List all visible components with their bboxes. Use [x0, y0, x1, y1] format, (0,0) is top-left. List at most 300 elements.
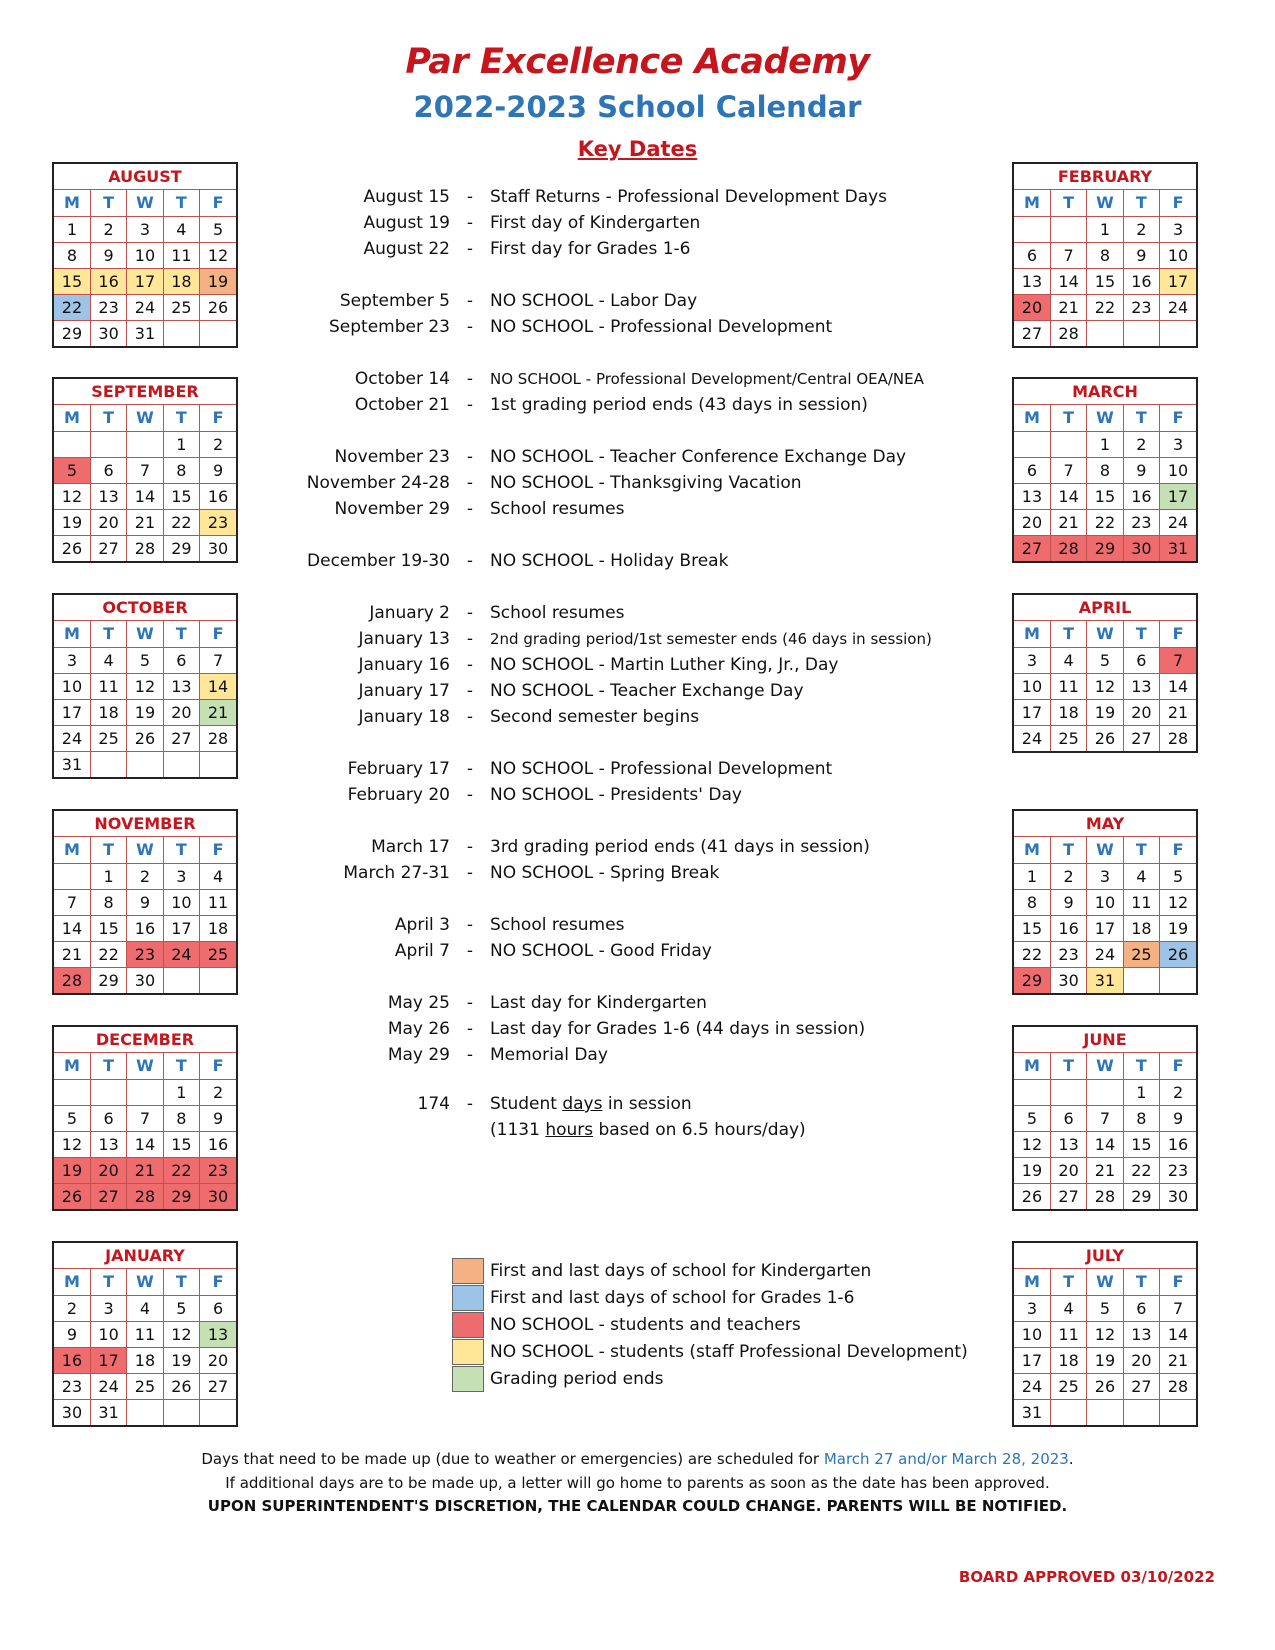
day-cell: 20 [163, 699, 199, 725]
weekday-header: T [163, 405, 199, 431]
empty-cell [200, 967, 236, 993]
week-row [1014, 699, 1196, 725]
day-cell: 31 [127, 320, 163, 346]
key-date-row [250, 470, 970, 496]
day-cell: 15 [163, 1131, 199, 1157]
day-cell: 22 [1123, 1157, 1159, 1183]
day-cell: 25 [1050, 1373, 1086, 1399]
day-cell: 13 [1123, 1321, 1159, 1347]
key-date-event: NO SCHOOL - Presidents' Day [490, 785, 742, 805]
key-date-row [250, 210, 970, 236]
key-date-row [250, 938, 970, 964]
empty-cell [54, 863, 90, 889]
day-cell: 28 [127, 535, 163, 561]
empty-cell [127, 431, 163, 457]
day-cell: 9 [54, 1321, 90, 1347]
key-date-row [250, 860, 970, 886]
key-date-row [250, 314, 970, 340]
legend-label: Grading period ends [490, 1369, 664, 1389]
day-cell: 26 [200, 294, 236, 320]
key-date-row [250, 756, 970, 782]
key-date-row [250, 626, 970, 652]
day-cell: 25 [1123, 941, 1159, 967]
weekday-header: W [1087, 1269, 1123, 1295]
day-cell: 1 [90, 863, 126, 889]
day-cell: 10 [163, 889, 199, 915]
key-date-event: First day for Grades 1-6 [490, 239, 691, 259]
week-row [1014, 1399, 1196, 1425]
day-cell: 29 [1087, 535, 1123, 561]
day-cell: 13 [90, 1131, 126, 1157]
weekday-header: W [127, 837, 163, 863]
key-date-row [250, 652, 970, 678]
day-cell: 17 [1160, 268, 1196, 294]
day-cell: 20 [1123, 1347, 1159, 1373]
empty-cell [54, 431, 90, 457]
week-row [54, 1183, 236, 1209]
month-march [1012, 377, 1198, 563]
key-date-event: NO SCHOOL - Thanksgiving Vacation [490, 473, 802, 493]
key-date-event: NO SCHOOL - Labor Day [490, 291, 698, 311]
weekday-header: M [1014, 1269, 1050, 1295]
key-date-separator: - [466, 655, 474, 675]
day-cell: 20 [200, 1347, 236, 1373]
day-cell: 11 [200, 889, 236, 915]
day-cell: 2 [1123, 216, 1159, 242]
day-cell: 16 [90, 268, 126, 294]
week-row [1014, 294, 1196, 320]
key-date-separator: - [466, 369, 474, 389]
empty-cell [1050, 216, 1086, 242]
day-cell: 26 [1014, 1183, 1050, 1209]
day-cell: 10 [1014, 673, 1050, 699]
day-cell: 30 [200, 535, 236, 561]
day-cell: 11 [1050, 673, 1086, 699]
day-cell: 7 [1160, 1295, 1196, 1321]
week-row [54, 431, 236, 457]
day-cell: 19 [1014, 1157, 1050, 1183]
empty-cell [1050, 1079, 1086, 1105]
weekday-header: M [1014, 837, 1050, 863]
key-dates-heading: Key Dates [577, 137, 698, 161]
day-cell: 14 [1160, 673, 1196, 699]
key-date-row [250, 704, 970, 730]
empty-cell [200, 320, 236, 346]
key-date: May 29 [387, 1045, 450, 1065]
weekday-header: M [1014, 405, 1050, 431]
weekday-header: F [200, 405, 236, 431]
weekday-header: F [1160, 621, 1196, 647]
day-cell: 14 [127, 1131, 163, 1157]
month-name: APRIL [1014, 595, 1196, 621]
key-date-separator: - [466, 187, 474, 207]
day-cell: 7 [54, 889, 90, 915]
day-cell: 28 [1087, 1183, 1123, 1209]
day-cell: 2 [200, 431, 236, 457]
day-cell: 6 [163, 647, 199, 673]
day-cell: 22 [1087, 509, 1123, 535]
day-cell: 27 [90, 1183, 126, 1209]
day-cell: 12 [163, 1321, 199, 1347]
week-row [1014, 1183, 1196, 1209]
key-date-event: NO SCHOOL - Martin Luther King, Jr., Day [490, 655, 839, 675]
key-date-row [250, 1016, 970, 1042]
day-cell: 3 [1160, 216, 1196, 242]
month-name: JANUARY [54, 1243, 236, 1269]
key-date-separator: - [466, 1019, 474, 1039]
key-date-separator: - [466, 395, 474, 415]
week-row [54, 673, 236, 699]
day-cell: 21 [127, 1157, 163, 1183]
week-row [1014, 967, 1196, 993]
day-cell: 24 [54, 725, 90, 751]
day-cell: 5 [163, 1295, 199, 1321]
weekday-header: M [1014, 1053, 1050, 1079]
key-date-event: NO SCHOOL - Holiday Break [490, 551, 729, 571]
weekday-header: M [54, 621, 90, 647]
day-cell: 17 [1014, 699, 1050, 725]
week-row [54, 320, 236, 346]
day-cell: 1 [1087, 216, 1123, 242]
day-cell: 9 [1123, 242, 1159, 268]
week-row [1014, 941, 1196, 967]
week-row [1014, 1105, 1196, 1131]
day-cell: 8 [1087, 242, 1123, 268]
week-row [54, 1131, 236, 1157]
month-may [1012, 809, 1198, 995]
key-date-row [250, 912, 970, 938]
weekday-header: T [163, 190, 199, 216]
key-date-separator: - [466, 213, 474, 233]
week-row [54, 1157, 236, 1183]
day-cell: 19 [200, 268, 236, 294]
day-cell: 10 [127, 242, 163, 268]
key-date-row [250, 678, 970, 704]
week-row [54, 941, 236, 967]
day-cell: 4 [1050, 647, 1086, 673]
day-cell: 21 [1050, 509, 1086, 535]
legend-label: NO SCHOOL - students and teachers [490, 1315, 801, 1335]
weekday-header: W [127, 1269, 163, 1295]
day-cell: 15 [90, 915, 126, 941]
day-cell: 6 [1014, 242, 1050, 268]
day-cell: 6 [1123, 647, 1159, 673]
weekday-header: W [1087, 1053, 1123, 1079]
key-date: May 25 [387, 993, 450, 1013]
day-cell: 15 [54, 268, 90, 294]
weekday-header: T [163, 1053, 199, 1079]
day-cell: 31 [54, 751, 90, 777]
weekday-header: W [1087, 621, 1123, 647]
week-row [54, 509, 236, 535]
month-august [52, 162, 238, 348]
day-cell: 10 [90, 1321, 126, 1347]
week-row [54, 1399, 236, 1425]
week-row [54, 967, 236, 993]
weekday-header: W [127, 621, 163, 647]
week-row [54, 294, 236, 320]
day-cell: 15 [1087, 268, 1123, 294]
key-date: October 21 [354, 395, 450, 415]
key-date-event: NO SCHOOL - Professional Development [490, 317, 833, 337]
day-cell: 10 [1014, 1321, 1050, 1347]
empty-cell [1123, 967, 1159, 993]
weekday-header: W [127, 1053, 163, 1079]
key-date: August 22 [363, 239, 450, 259]
day-cell: 12 [127, 673, 163, 699]
month-september [52, 377, 238, 563]
key-date: January 17 [358, 681, 450, 701]
day-cell: 1 [1123, 1079, 1159, 1105]
legend-item [452, 1366, 1052, 1393]
day-cell: 23 [127, 941, 163, 967]
day-cell: 28 [200, 725, 236, 751]
day-cell: 10 [1160, 457, 1196, 483]
legend-label: NO SCHOOL - students (staff Professional Development) [490, 1342, 968, 1362]
key-date: March 27-31 [343, 863, 450, 883]
day-cell: 21 [54, 941, 90, 967]
day-cell: 19 [54, 509, 90, 535]
day-cell: 24 [1160, 294, 1196, 320]
day-cell: 16 [54, 1347, 90, 1373]
weekday-header: F [200, 190, 236, 216]
week-row [1014, 889, 1196, 915]
key-date: January 16 [358, 655, 450, 675]
day-cell: 22 [90, 941, 126, 967]
day-cell: 25 [1050, 725, 1086, 751]
day-cell: 16 [1123, 483, 1159, 509]
day-cell: 23 [200, 1157, 236, 1183]
day-cell: 16 [200, 483, 236, 509]
key-date: August 19 [363, 213, 450, 233]
weekday-header: T [1050, 405, 1086, 431]
weekday-header: F [200, 621, 236, 647]
week-row [1014, 268, 1196, 294]
day-cell: 23 [1160, 1157, 1196, 1183]
weekday-header: F [1160, 190, 1196, 216]
day-cell: 2 [200, 1079, 236, 1105]
week-row [1014, 242, 1196, 268]
day-cell: 22 [163, 1157, 199, 1183]
day-cell: 15 [1123, 1131, 1159, 1157]
key-date: December 19-30 [307, 551, 450, 571]
key-date: March 17 [371, 837, 450, 857]
month-name: MAY [1014, 811, 1196, 837]
week-row [1014, 535, 1196, 561]
key-date-row [250, 184, 970, 210]
empty-cell [127, 1399, 163, 1425]
day-cell: 19 [127, 699, 163, 725]
key-date-row [250, 366, 970, 392]
empty-cell [1087, 320, 1123, 346]
session-days-row [250, 1091, 970, 1117]
empty-cell [1160, 1399, 1196, 1425]
weekday-header: F [200, 837, 236, 863]
day-cell: 23 [54, 1373, 90, 1399]
day-cell: 17 [163, 915, 199, 941]
weekday-header: F [1160, 837, 1196, 863]
day-cell: 23 [1123, 294, 1159, 320]
month-name: JULY [1014, 1243, 1196, 1269]
day-cell: 30 [1160, 1183, 1196, 1209]
day-cell: 20 [1014, 294, 1050, 320]
legend-swatch [452, 1285, 484, 1311]
day-cell: 20 [1014, 509, 1050, 535]
week-row [54, 1079, 236, 1105]
day-cell: 10 [1160, 242, 1196, 268]
month-name: NOVEMBER [54, 811, 236, 837]
day-cell: 29 [90, 967, 126, 993]
day-cell: 16 [200, 1131, 236, 1157]
day-cell: 26 [1087, 725, 1123, 751]
day-cell: 5 [200, 216, 236, 242]
day-cell: 25 [200, 941, 236, 967]
session-days-text: Student days in session [490, 1094, 692, 1114]
day-cell: 12 [1087, 673, 1123, 699]
empty-cell [54, 1079, 90, 1105]
day-cell: 18 [163, 268, 199, 294]
key-date-event: Staff Returns - Professional Development Days [490, 187, 888, 207]
key-date-separator: - [466, 603, 474, 623]
weekday-header: W [127, 405, 163, 431]
month-name: DECEMBER [54, 1027, 236, 1053]
day-cell: 14 [1050, 268, 1086, 294]
day-cell: 11 [163, 242, 199, 268]
day-cell: 5 [1087, 647, 1123, 673]
key-date-separator: - [466, 291, 474, 311]
empty-cell [163, 320, 199, 346]
week-row [1014, 1157, 1196, 1183]
key-date: September 5 [339, 291, 450, 311]
day-cell: 27 [200, 1373, 236, 1399]
key-date: February 17 [347, 759, 450, 779]
day-cell: 24 [163, 941, 199, 967]
key-date-event: Last day for Kindergarten [490, 993, 707, 1013]
key-date-separator: - [466, 317, 474, 337]
day-cell: 5 [54, 457, 90, 483]
month-december [52, 1025, 238, 1211]
day-cell: 6 [1014, 457, 1050, 483]
month-name: MARCH [1014, 379, 1196, 405]
week-row [54, 1347, 236, 1373]
day-cell: 27 [1123, 1373, 1159, 1399]
empty-cell [1087, 1079, 1123, 1105]
week-row [1014, 483, 1196, 509]
day-cell: 20 [90, 1157, 126, 1183]
day-cell: 9 [1160, 1105, 1196, 1131]
day-cell: 19 [1087, 1347, 1123, 1373]
day-cell: 13 [90, 483, 126, 509]
day-cell: 9 [1050, 889, 1086, 915]
key-date-separator: - [466, 785, 474, 805]
empty-cell [200, 751, 236, 777]
legend-swatch [452, 1366, 484, 1392]
day-cell: 29 [1014, 967, 1050, 993]
day-cell: 14 [1087, 1131, 1123, 1157]
color-legend [452, 1258, 1052, 1393]
week-row [54, 915, 236, 941]
school-name: Par Excellence Academy [405, 42, 870, 82]
week-row [54, 647, 236, 673]
legend-item [452, 1339, 1052, 1366]
key-date: August 15 [363, 187, 450, 207]
day-cell: 8 [1123, 1105, 1159, 1131]
day-cell: 2 [1123, 431, 1159, 457]
day-cell: 6 [200, 1295, 236, 1321]
day-cell: 17 [1014, 1347, 1050, 1373]
legend-item [452, 1285, 1052, 1312]
key-date: November 24-28 [306, 473, 450, 493]
day-cell: 4 [1050, 1295, 1086, 1321]
day-cell: 15 [1014, 915, 1050, 941]
week-row [54, 725, 236, 751]
day-cell: 30 [127, 967, 163, 993]
weekday-header: T [1050, 190, 1086, 216]
key-date: April 7 [394, 941, 450, 961]
day-cell: 21 [1160, 1347, 1196, 1373]
day-cell: 7 [200, 647, 236, 673]
legend-label: First and last days of school for Grades 1-6 [490, 1288, 855, 1308]
weekday-header: F [1160, 1053, 1196, 1079]
day-cell: 3 [1160, 431, 1196, 457]
week-row [54, 457, 236, 483]
day-cell: 9 [127, 889, 163, 915]
weekday-header: T [90, 405, 126, 431]
key-date-row [250, 236, 970, 262]
legend-item [452, 1258, 1052, 1285]
empty-cell [1160, 320, 1196, 346]
key-date-event: NO SCHOOL - Good Friday [490, 941, 712, 961]
session-hours-text: (1131 hours based on 6.5 hours/day) [490, 1120, 806, 1140]
empty-cell [200, 1399, 236, 1425]
month-june [1012, 1025, 1198, 1211]
day-cell: 18 [1123, 915, 1159, 941]
day-cell: 7 [1160, 647, 1196, 673]
day-cell: 28 [1050, 320, 1086, 346]
week-row [1014, 1131, 1196, 1157]
empty-cell [163, 1399, 199, 1425]
day-cell: 13 [1123, 673, 1159, 699]
week-row [1014, 216, 1196, 242]
week-row [54, 889, 236, 915]
weekday-header: T [1050, 1269, 1086, 1295]
key-date: November 29 [334, 499, 450, 519]
weekday-header: W [1087, 837, 1123, 863]
day-cell: 23 [1050, 941, 1086, 967]
weekday-header: W [1087, 190, 1123, 216]
day-cell: 16 [1160, 1131, 1196, 1157]
day-cell: 24 [127, 294, 163, 320]
day-cell: 11 [1123, 889, 1159, 915]
day-cell: 9 [1123, 457, 1159, 483]
key-date: May 26 [387, 1019, 450, 1039]
key-date-separator: - [466, 499, 474, 519]
weekday-header: F [1160, 405, 1196, 431]
month-january [52, 1241, 238, 1427]
week-row [1014, 673, 1196, 699]
month-november [52, 809, 238, 995]
month-name: JUNE [1014, 1027, 1196, 1053]
day-cell: 8 [54, 242, 90, 268]
key-date-separator: - [466, 551, 474, 571]
day-cell: 16 [127, 915, 163, 941]
day-cell: 1 [1087, 431, 1123, 457]
day-cell: 28 [54, 967, 90, 993]
day-cell: 28 [1050, 535, 1086, 561]
day-cell: 13 [1014, 483, 1050, 509]
month-october [52, 593, 238, 779]
key-date-event: NO SCHOOL - Teacher Conference Exchange Day [490, 447, 907, 467]
